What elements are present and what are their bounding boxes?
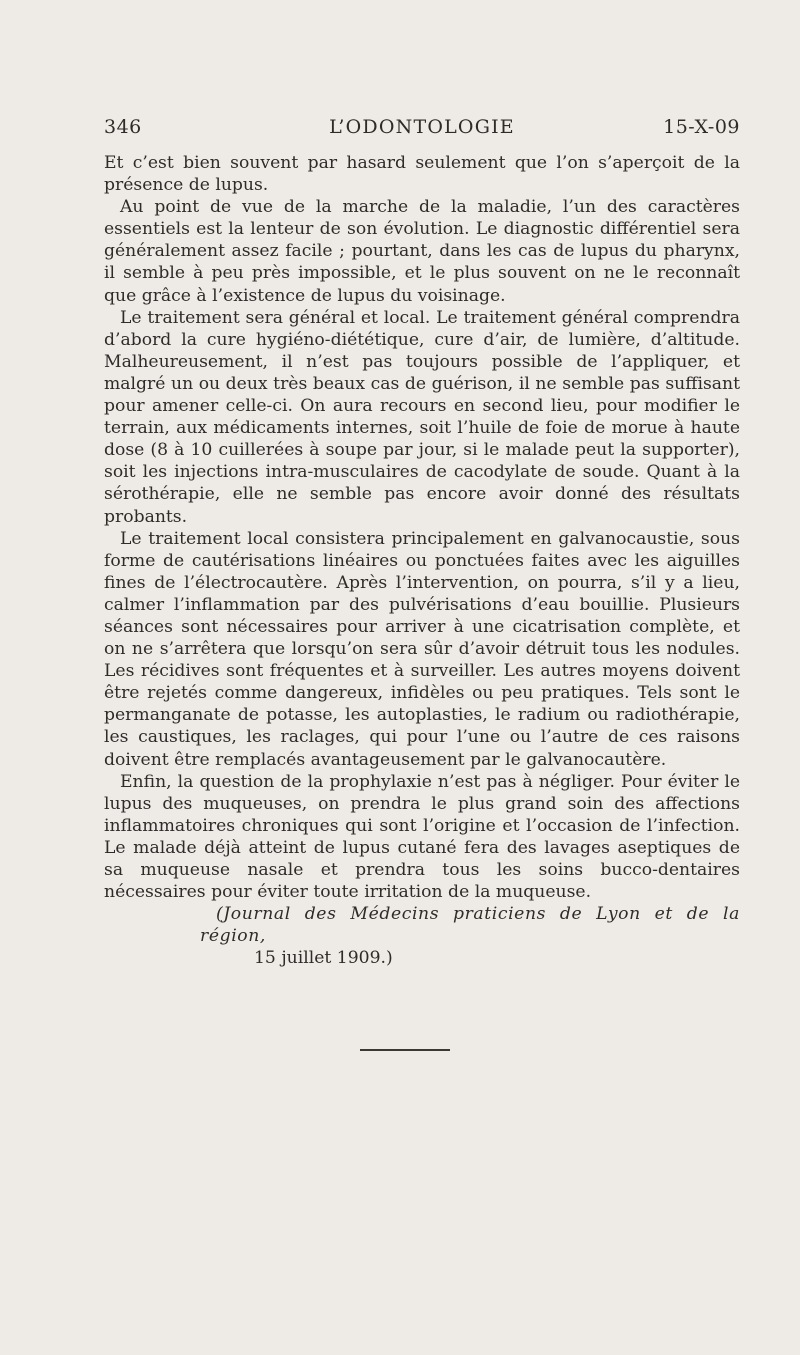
paragraph-local-treatment: Le traitement local consistera principalement en galvanocaustie, sous forme de cautérisations linéaires ou ponctuées faites avec les aiguilles fines de l’électrocautère. Après l’intervention, on pourra, s’il y a lieu, calmer l’inflammation par des pulvérisations d’eau bouillie. Plusieurs séances sont nécessaires pour arriver à une cicatrisation complète, et on ne s’arrêtera que lorsqu’on sera sûr d’avoir détruit tous les nodules. Les récidives sont fréquentes et à surveiller. Les autres moyens doivent être rejetés comme dangereux, infidèles ou peu pratiques. Tels sont le permanganate de potasse, les autoplasties, le radium ou radiothérapie, les caustiques, les raclages, qui pour l’une ou l’autre de ces raisons doivent être remplacés avantageusement par le galvanocautère.: [104, 528, 740, 770]
issue-date: 15-X-09: [663, 116, 740, 138]
article-body: [104, 152, 740, 969]
paragraph-continuation: Et c’est bien souvent par hasard seulement que l’on s’aperçoit de la présence de lupus.: [104, 153, 740, 196]
paragraph-prophylaxis: Enfin, la question de la prophylaxie n’est pas à négliger. Pour éviter le lupus des muqueuses, on prendra le plus grand soin des affections inflammatoires chroniques qui sont l’origine et l’occasion de l’infection. Le malade déjà atteint de lupus cutané fera des lavages aseptiques de sa muqueuse nasale et prendra tous les soins bucco-dentaires nécessaires pour éviter toute irritation de la muqueuse.: [104, 771, 740, 903]
running-header: [104, 116, 740, 146]
page-number: 346: [104, 116, 142, 138]
journal-title: L’ODONTOLOGIE: [329, 116, 515, 138]
paragraph-evolution: Au point de vue de la marche de la maladie, l’un des caractères essentiels est la lenteur de son évolution. Le diagnostic différentiel sera généralement assez facile ; pourtant, dans les cas de lupus du pharynx, il semble à peu près impossible, et le plus souvent on ne le reconnaît que grâce à l’existence de lupus du voisinage.: [104, 197, 740, 306]
citation-source: (Journal des Médecins praticiens de Lyon et de la région,: [200, 904, 740, 947]
citation-date: 15 juillet 1909.): [254, 948, 393, 969]
end-rule-divider: [360, 1049, 450, 1051]
paragraph-general-treatment: Le traitement sera général et local. Le traitement général comprendra d’abord la cure hygiéno-diététique, cure d’air, de lumière, d’altitude. Malheureusement, il n’est pas toujours possible de l’appliquer, et malgré un ou deux très beaux cas de guérison, il ne semble pas suffisant pour amener celle-ci. On aura recours en second lieu, pour modifier le terrain, aux médicaments internes, soit l’huile de foie de morue à haute dose (8 à 10 cuillerées à soupe par jour, si le malade peut la supporter), soit les injections intra-musculaires de cacodylate de soude. Quant à la sérothérapie, elle ne semble pas encore avoir donné des résultats probants.: [104, 307, 740, 527]
